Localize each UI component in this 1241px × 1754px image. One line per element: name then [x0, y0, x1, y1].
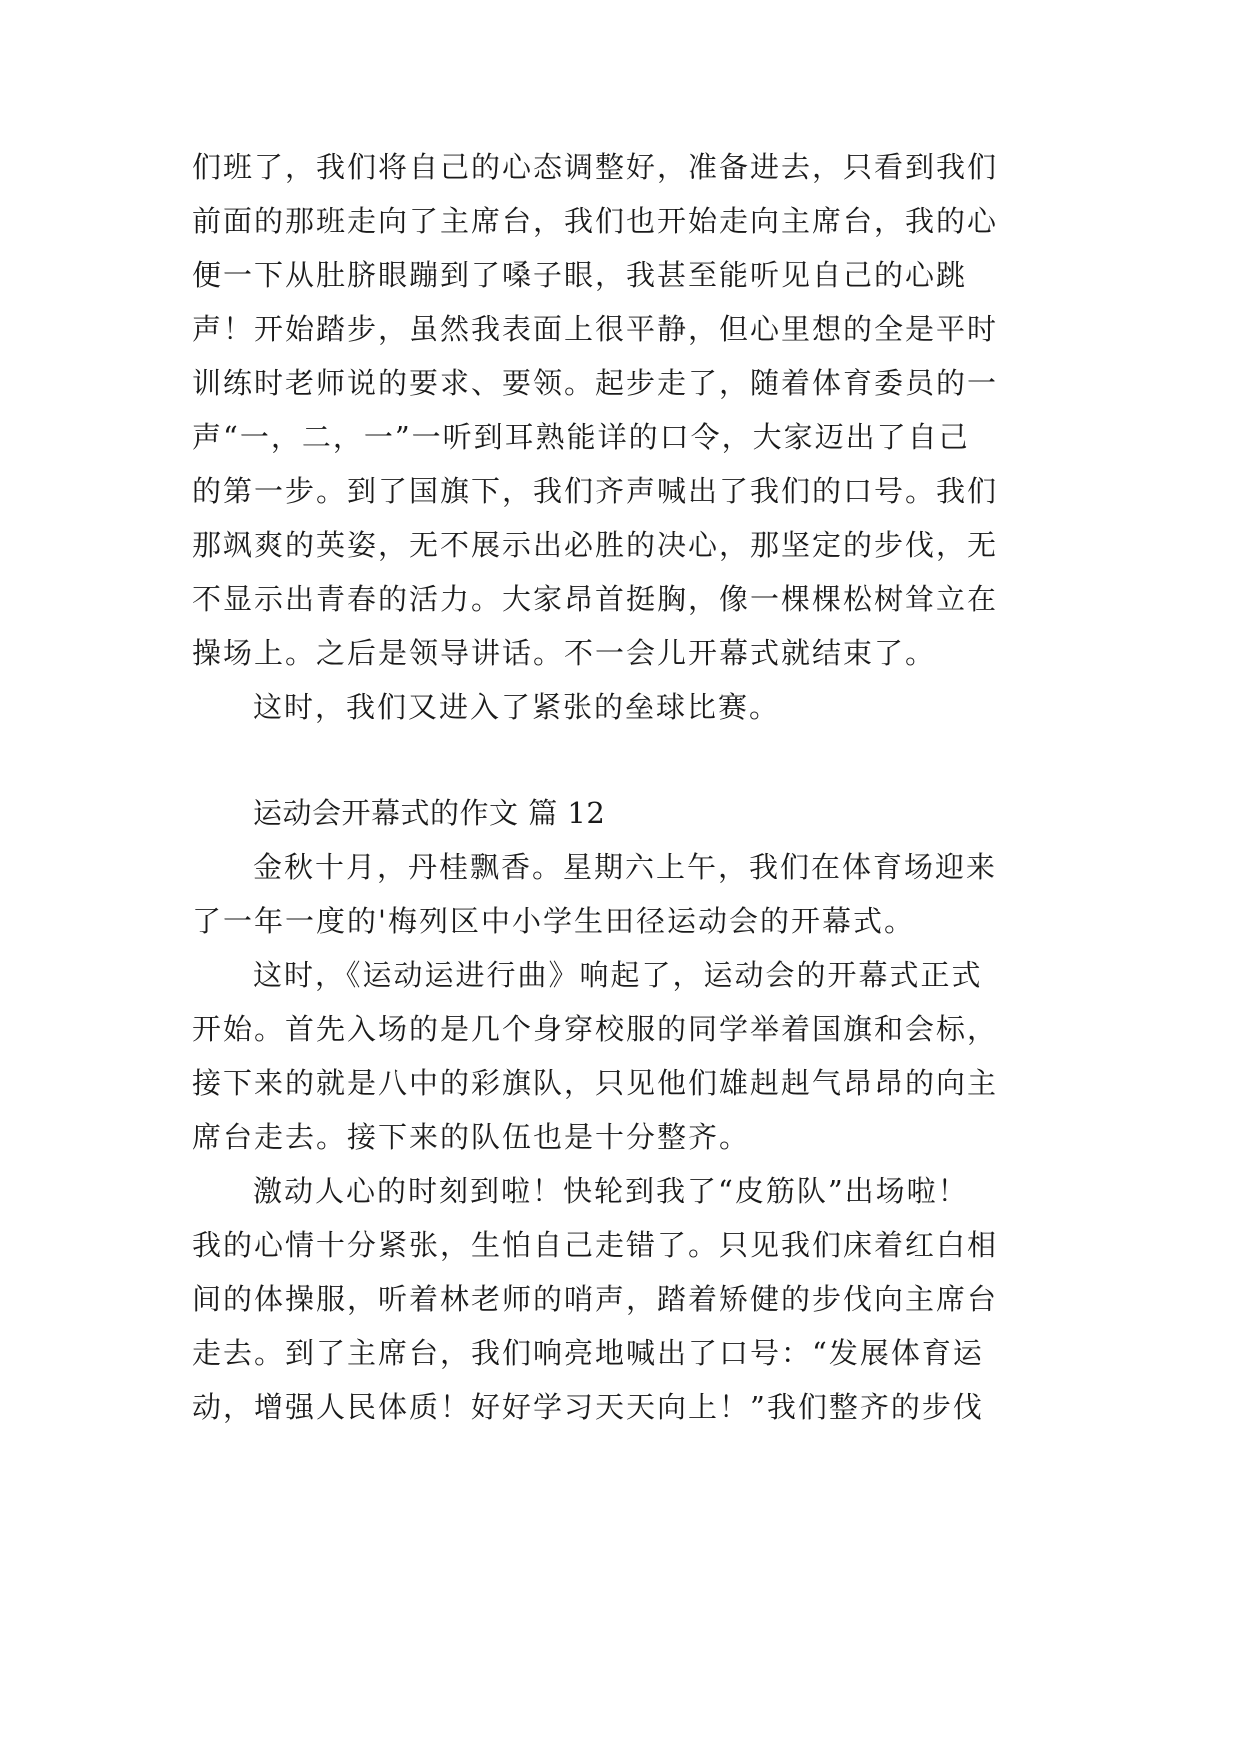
paragraph-line: 训练时老师说的要求、要领。起步走了，随着体育委员的一 [192, 366, 999, 400]
paragraph-line: 席台走去。接下来的队伍也是十分整齐。 [192, 1120, 751, 1154]
paragraph-line: 金秋十月，丹桂飘香。星期六上午，我们在体育场迎来 [253, 850, 998, 884]
paragraph-line: 的第一步。到了国旗下，我们齐声喊出了我们的口号。我们 [192, 474, 999, 508]
paragraph-line: 我的心情十分紧张，生怕自己走错了。只见我们床着红白相 [192, 1228, 999, 1262]
paragraph-line: 不显示出青春的活力。大家昂首挺胸，像一棵棵松树耸立在 [192, 582, 999, 616]
essay-heading: 运动会开幕式的作文 篇 12 [253, 796, 606, 830]
paragraph-line: 们班了，我们将自己的心态调整好，准备进去，只看到我们 [192, 150, 999, 184]
paragraph-line: 间的体操服，听着林老师的哨声，踏着矫健的步伐向主席台 [192, 1282, 999, 1316]
paragraph-line: 动，增强人民体质！好好学习天天向上！”我们整齐的步伐 [192, 1390, 984, 1424]
paragraph-line: 接下来的就是八中的彩旗队，只见他们雄赳赳气昂昂的向主 [192, 1066, 999, 1100]
paragraph-line: 了一年一度的'梅列区中小学生田径运动会的开幕式。 [192, 904, 915, 938]
paragraph-line: 这时，我们又进入了紧张的垒球比赛。 [253, 690, 781, 724]
paragraph-line: 便一下从肚脐眼蹦到了嗓子眼，我甚至能听见自己的心跳 [192, 258, 968, 292]
paragraph-line: 走去。到了主席台，我们响亮地喊出了口号：“发展体育运 [192, 1336, 984, 1370]
paragraph-line: 开始。首先入场的是几个身穿校服的同学举着国旗和会标， [192, 1012, 999, 1046]
paragraph-line: 声“一，二，一”一听到耳熟能详的口令，大家迈出了自己 [192, 420, 970, 454]
paragraph-line: 前面的那班走向了主席台，我们也开始走向主席台，我的心 [192, 204, 999, 238]
paragraph-line: 操场上。之后是领导讲话。不一会儿开幕式就结束了。 [192, 636, 937, 670]
paragraph-line: 声！开始踏步，虽然我表面上很平静，但心里想的全是平时 [192, 312, 999, 346]
paragraph-line: 这时，《运动运进行曲》响起了，运动会的开幕式正式 [253, 958, 983, 992]
paragraph-line: 激动人心的时刻到啦！快轮到我了“皮筋队”出场啦！ [253, 1174, 969, 1208]
paragraph-line: 那飒爽的英姿，无不展示出必胜的决心，那坚定的步伐，无 [192, 528, 999, 562]
